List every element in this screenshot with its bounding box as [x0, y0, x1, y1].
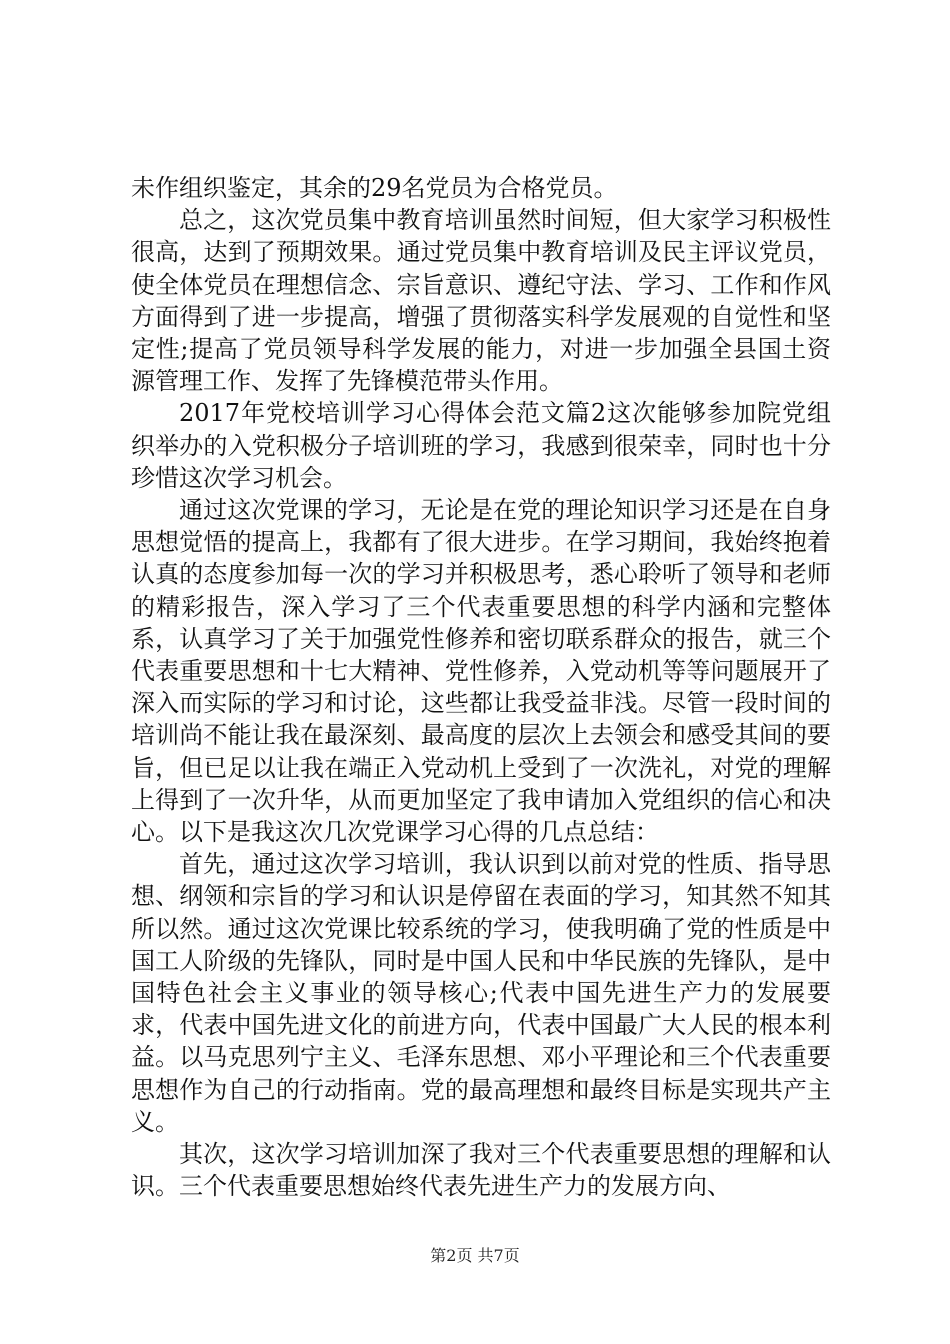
paragraph-2: 总之，这次党员集中教育培训虽然时间短，但大家学习积极性很高，达到了预期效果。通过党员集中教育培训及民主评议党员，使全体党员在理想信念、宗旨意识、遵纪守法、学习、工作和作风方面得到了进一步提高，增强了贯彻落实科学发展观的自觉性和坚定性;提高了党员领导科学发展的能力，对进一步加强全县国土资源管理工作、发挥了先锋模范带头作用。	[131, 206, 831, 396]
paragraph-6: 其次，这次学习培训加深了我对三个代表重要思想的理解和认识。三个代表重要思想始终代表先进生产力的发展方向、	[131, 1140, 831, 1201]
paragraph-5: 首先，通过这次学习培训，我认识到以前对党的性质、指导思想、纲领和宗旨的学习和认识是停留在表面的学习，知其然不知其所以然。通过这次党课比较系统的学习，使我明确了党的性质是中国工人阶级的先锋队，同时是中国人民和中华民族的先锋队，是中国特色社会主义事业的领导核心;代表中国先进生产力的发展要求，代表中国先进文化的前进方向，代表中国最广大人民的根本利益。以马克思列宁主义、毛泽东思想、邓小平理论和三个代表重要思想作为自己的行动指南。党的最高理想和最终目标是实现共产主义。	[131, 850, 831, 1136]
paragraph-4: 通过这次党课的学习，无论是在党的理论知识学习还是在自身思想觉悟的提高上，我都有了很大进步。在学习期间，我始终抱着认真的态度参加每一次的学习并积极思考，悉心聆听了领导和老师的精彩报告，深入学习了三个代表重要思想的科学内涵和完整体系，认真学习了关于加强党性修养和密切联系群众的报告，就三个代表重要思想和十七大精神、党性修养，入党动机等等问题展开了深入而实际的学习和讨论，这些都让我受益非浅。尽管一段时间的培训尚不能让我在最深刻、最高度的层次上去领会和感受其间的要旨，但已足以让我在端正入党动机上受到了一次洗礼，对党的理解上得到了一次升华，从而更加坚定了我申请加入党组织的信心和决心。以下是我这次几次党课学习心得的几点总结：	[131, 496, 831, 847]
page-footer: 第2页 共7页	[430, 1246, 520, 1265]
paragraph-3: 2017年党校培训学习心得体会范文篇2这次能够参加院党组织举办的入党积极分子培训班的学习，我感到很荣幸，同时也十分珍惜这次学习机会。	[131, 399, 831, 492]
paragraph-1: 未作组织鉴定，其余的29名党员为合格党员。	[131, 174, 618, 202]
document-body	[131, 172, 831, 1203]
